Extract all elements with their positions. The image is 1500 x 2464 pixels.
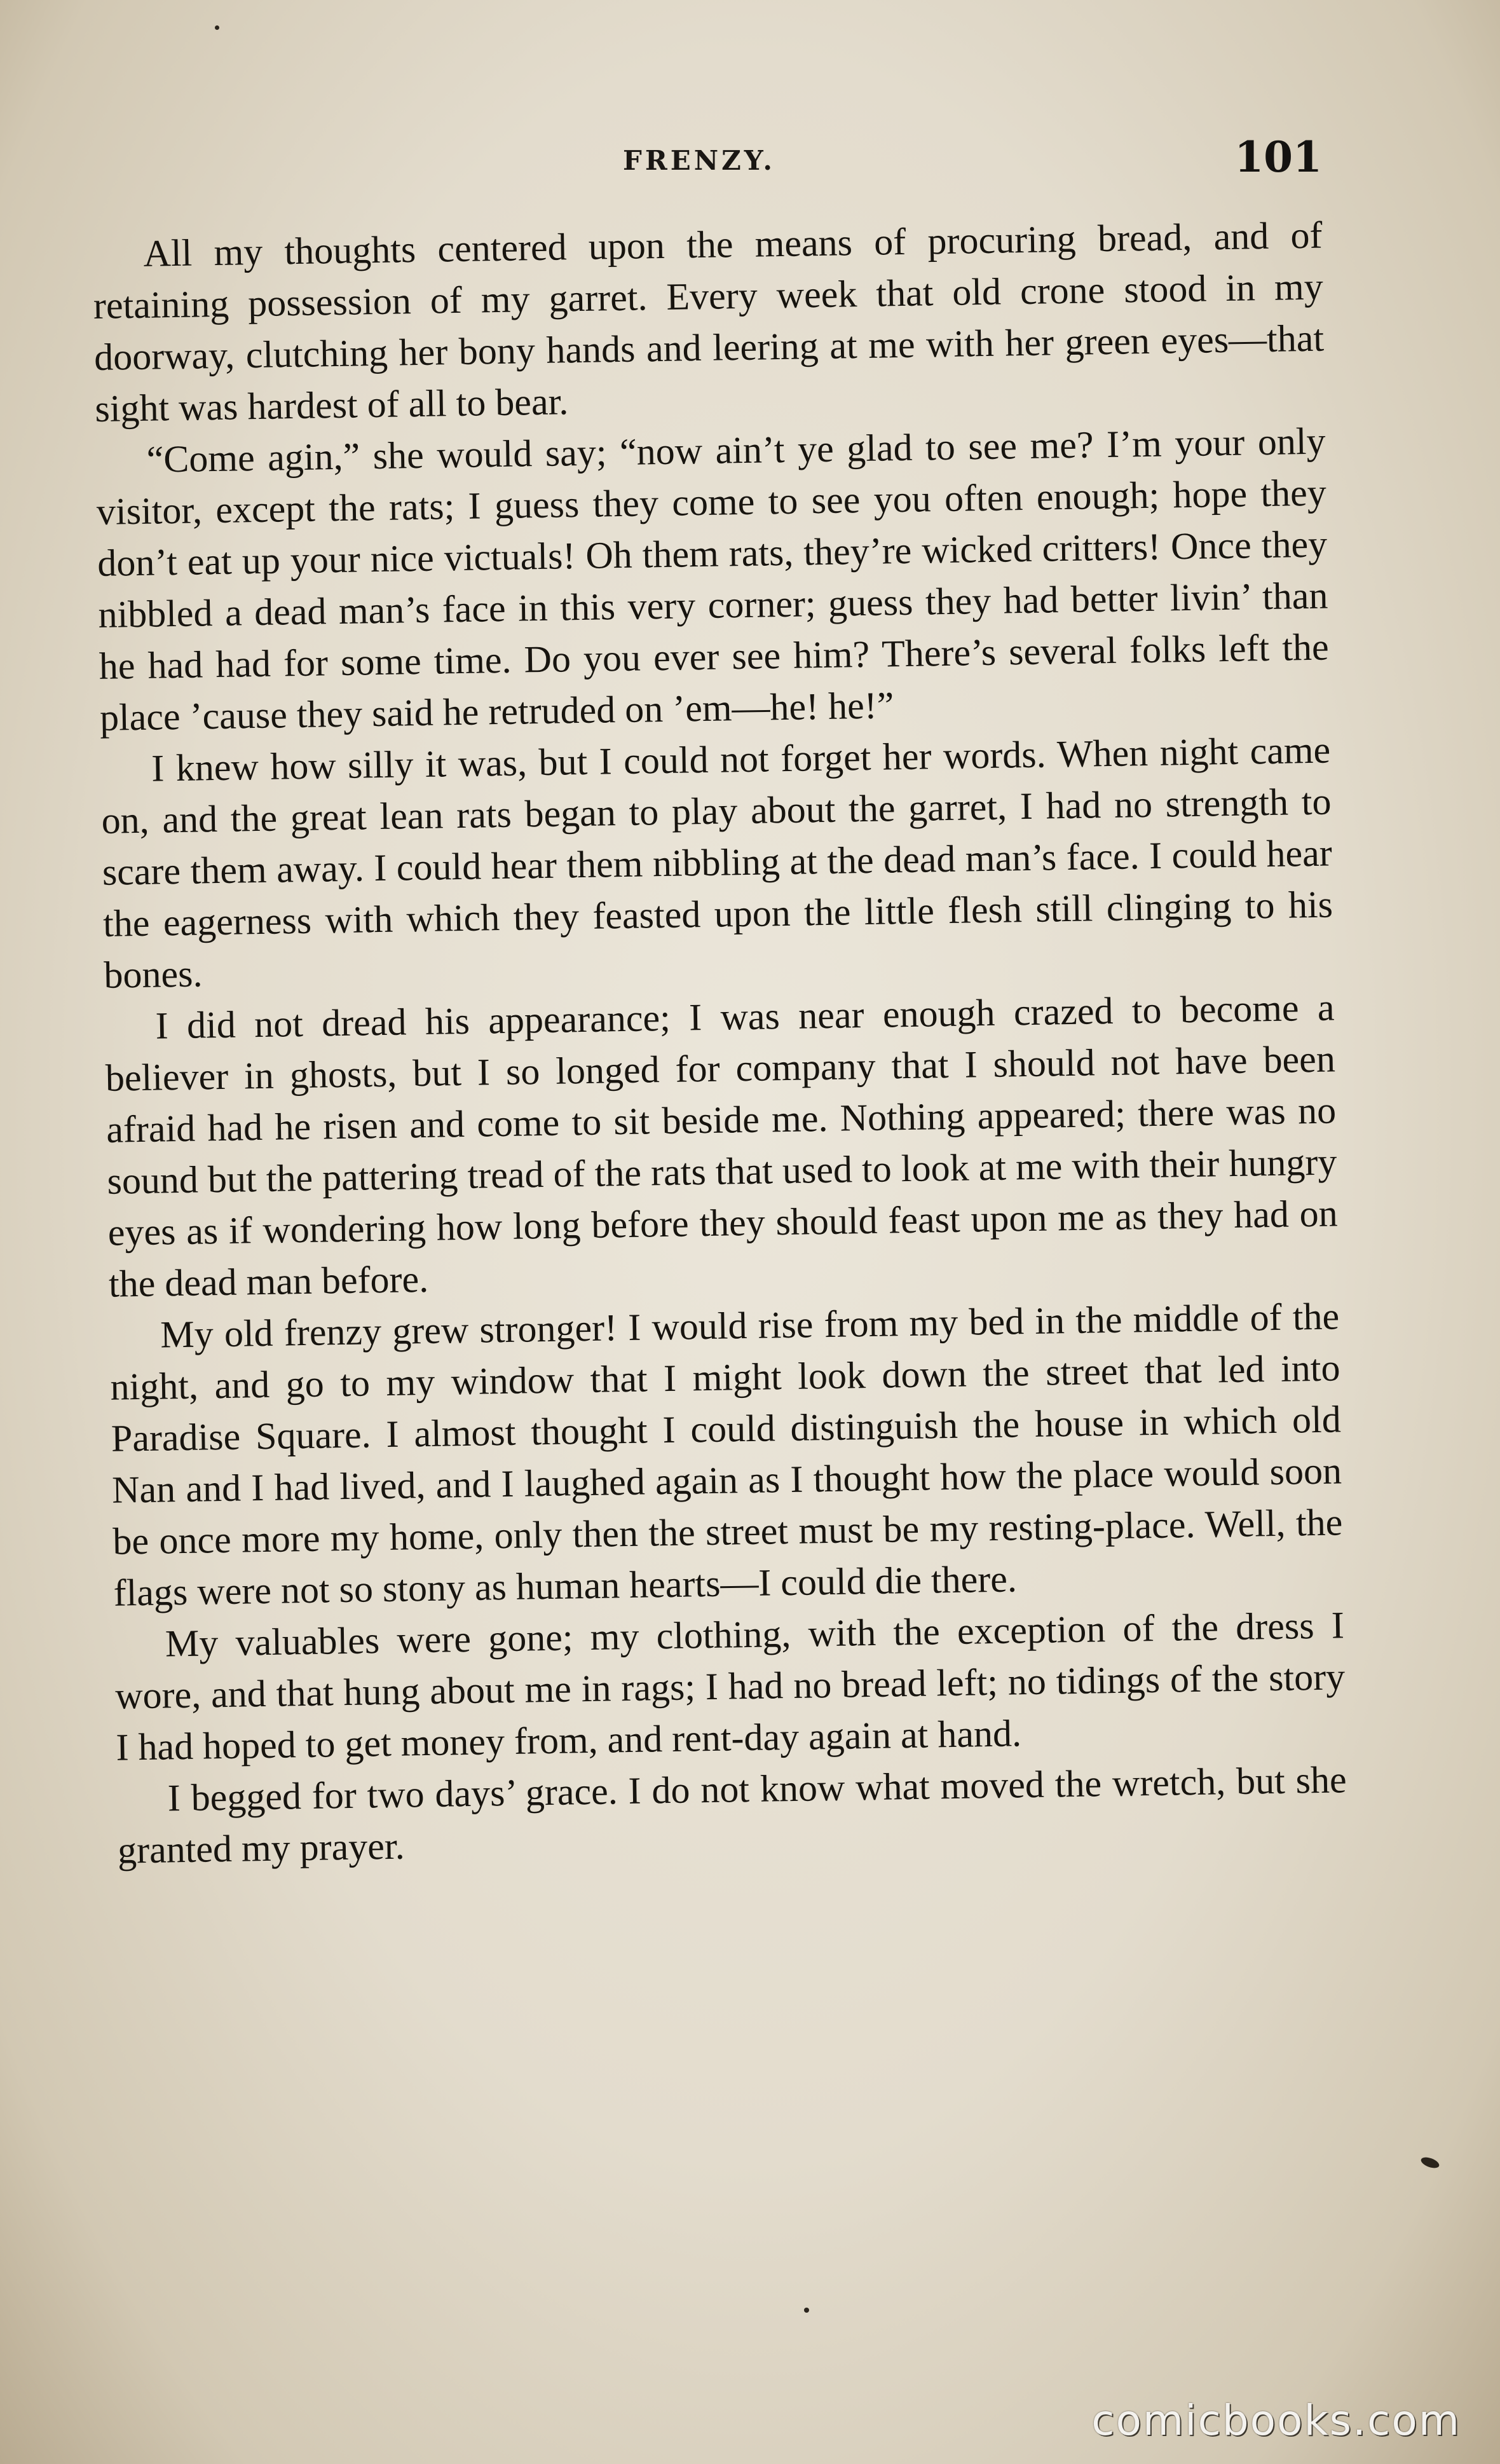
body-text [92, 210, 1347, 1877]
paragraph: I did not dread his appearance; I was near enough crazed to become a believer in ghosts, but I so longed for company that I should not have been afraid had he risen and come to sit beside me. Nothing appeared; there was no sound but the pattering tread of the rats that used to look at me with their hungry eyes as if wondering how long before they should feast upon me as they had on the dead man before. [105, 986, 1339, 1305]
watermark: comicbooks.com [1091, 2396, 1461, 2445]
ink-speck [804, 2308, 809, 2313]
page-header [89, 132, 1322, 189]
paragraph: My valuables were gone; my clothing, with the exception of the dress I wore, and that hung about me in rags; I had no bread left; no tidings of the story I had hoped to get money from, and rent-day again at hand. [114, 1604, 1346, 1769]
page-number: 101 [1234, 132, 1322, 182]
paragraph: My old frenzy grew stronger! I would rise from my bed in the middle of the night, and go to my window that I might look down the street that led into Paradise Square. I almost thought I could distinguish the house in which old Nan and I had lived, and I laughed again as I thought how the place would soon be once more my home, only then the street must be my resting-place. Well, the flags were not so stony as human hearts—I could die there. [110, 1295, 1343, 1614]
paragraph: I begged for two days’ grace. I do not know what moved the wretch, but she granted my prayer. [117, 1758, 1347, 1872]
running-head: FRENZY. [623, 145, 775, 176]
ink-speck [215, 25, 219, 30]
ink-speck [1420, 2155, 1441, 2170]
paragraph: All my thoughts centered upon the means of procuring bread, and of retaining possession of my garret. Every week that old crone stood in my doorway, clutching her bony hands and leering at me with her green eyes—that sight was hardest of all to bear. [93, 214, 1325, 430]
paragraph: I knew how silly it was, but I could not forget her words. When night came on, and the great lean rats began to play about the garret, I had no strength to scare them away. I could hear them nibbling at the dead man’s face. I could hear the eagerness with which they feasted upon the little flesh still clinging to his bones. [101, 729, 1333, 996]
paragraph: “Come agin,” she would say; “now ain’t ye glad to see me? I’m your only visitor, except the rats; I guess they come to see you often enough; hope they don’t eat up your nice victuals! Oh them rats, they’re wicked critters! Once they nibbled a dead man’s face in this very corner; guess they had better livin’ than he had had for some time. Do you ever see him? There’s several folks left the place ’cause they said he retruded on ’em—he! he!” [96, 420, 1330, 739]
